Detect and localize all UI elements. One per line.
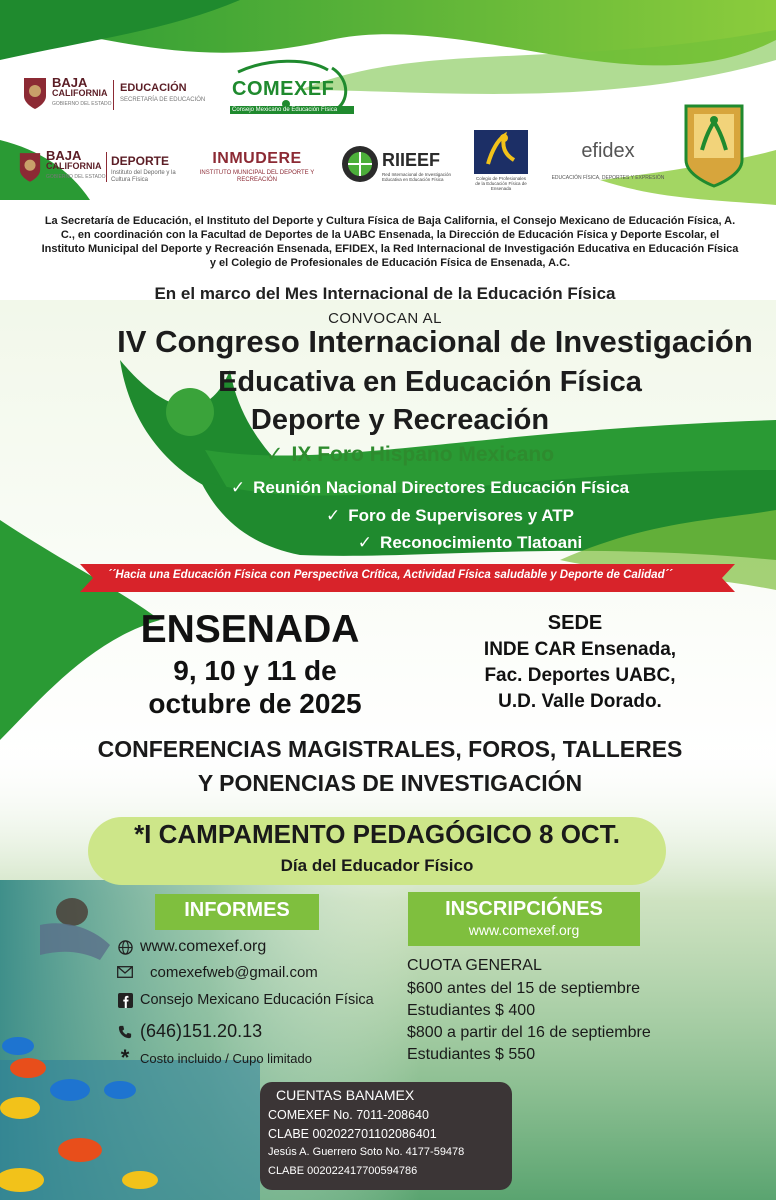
checklist-item [200,442,620,467]
facebook-link[interactable] [116,991,374,1009]
cuota-line: Estudiantes $ 400 [407,1002,536,1019]
cuota-line: $600 antes del 15 de septiembre [407,980,641,997]
inscripciones-label: INSCRIPCIÓNES [445,898,603,920]
costo-note-text: Costo incluido / Cupo limitado [140,1050,312,1066]
riieef-sub-text: Red Internacional de Investigación Educativa en Educación Física [382,172,452,182]
check-icon: ✓ [230,478,246,497]
baja-text: BAJA [46,148,82,163]
phone-icon [116,1023,134,1041]
baja-california-deporte-logo [18,150,105,183]
educacion-logo [120,82,205,103]
sede-line: INDE CAR Ensenada, [483,639,677,660]
gobierno-text: GOBIERNO DEL ESTADO [52,100,112,107]
check-icon: ✓ [357,533,373,552]
gobierno-text: GOBIERNO DEL ESTADO [46,174,106,180]
bank-line: CLABE 002022417700594786 [268,1165,418,1177]
comexef-text: COMEXEF [232,78,335,100]
baja-text: BAJA [52,74,88,90]
bank-line: COMEXEF No. 7011-208640 [268,1108,429,1122]
website-link[interactable] [116,938,266,956]
checklist-item-label: Reunión Nacional Directores Educación Física [253,478,630,497]
deporte-sub-text: Instituto del Deporte y la Cultura Física [111,170,176,183]
website-text: www.comexef.org [140,938,267,955]
comexef-logo [228,58,356,122]
checklist-item [280,506,620,526]
inmudere-text: INMUDERE [212,150,302,167]
deporte-text: DEPORTE [111,154,170,168]
event-date-line-2: octubre de 2025 [148,688,362,719]
inmudere-logo [192,150,322,184]
colegio-sub-text: Colegio de Profesionales de la Educación Física de Ensenada [475,176,527,191]
inmudere-sub-text: INSTITUTO MUNICIPAL DEL DEPORTE Y RECREACIÓN [199,170,315,183]
shield-icon [22,76,48,110]
cuota-title: CUOTA GENERAL [407,957,542,974]
inscripciones-website[interactable]: www.comexef.org [468,922,580,938]
congress-title-line-2: Educativa en Educación Física [218,366,642,398]
checklist-item-label: Reconocimiento Tlatoani [380,533,583,552]
sede-title: SEDE [547,612,603,634]
colegio-emblem-icon [474,130,528,174]
asterisk-icon: * [120,1045,130,1070]
campamento-title: *I CAMPAMENTO PEDAGÓGICO 8 OCT. [134,819,620,849]
email-link[interactable] [116,963,318,981]
marco-text: En el marco del Mes Internacional de la Educación Física [154,284,616,303]
efidex-sub-text: EDUCACIÓN FÍSICA, DEPORTES Y EXPRESIÓN [551,175,665,181]
city-title: ENSENADA [140,608,360,651]
baja-california-logo [22,76,111,110]
educacion-text: EDUCACIÓN [120,82,187,94]
conferences-line-1: CONFERENCIAS MAGISTRALES, FOROS, TALLERES [97,736,683,762]
facebook-icon [116,991,134,1009]
sede-line: U.D. Valle Dorado. [498,691,662,712]
bank-line: CLABE 002022701102086401 [268,1127,437,1141]
educacion-sub-text: SECRETARÍA DE EDUCACIÓN [120,97,206,103]
checklist-item [320,533,620,553]
colegio-logo [474,130,528,196]
checklist-item-label: IX Foro Hispano Mexicano [291,443,555,466]
event-date-line-1: 9, 10 y 11 de [173,655,337,686]
phone-link[interactable] [116,1021,262,1042]
email-text: comexefweb@gmail.com [150,963,318,981]
shield-icon [18,151,42,183]
logo-divider [106,152,107,182]
uabc-shield-icon [682,100,746,188]
california-text: CALIFORNIA [52,87,108,98]
facebook-text: Consejo Mexicano Educación Física [140,992,374,1008]
cuota-line: Estudiantes $ 550 [407,1046,536,1063]
california-text: CALIFORNIA [46,161,102,171]
efidex-text: efidex [581,140,635,162]
cuota-line: $800 a partir del 16 de septiembre [407,1024,651,1041]
logo-divider [113,80,114,110]
congress-title-line-1: IV Congreso Internacional de Investigación [117,324,753,359]
riieef-text: RIIEEF [382,150,441,170]
costo-note [116,1045,312,1070]
deporte-logo [111,154,183,184]
sede-line: Fac. Deportes UABC, [484,665,676,686]
slogan-ribbon: ´´Hacia una Educación Física con Perspectiva Crítica, Actividad Física saludable y Deporte de Calidad´´ [107,569,673,581]
check-icon: ✓ [325,506,341,525]
efidex-logo [548,140,668,181]
globe-icon [340,144,380,184]
intro-paragraph: La Secretaría de Educación, el Instituto del Deporte y Cultura Física de Baja California, el Consejo Mexicano de Educación Física, A. C., en coordinación con la Facultad de Deportes de la UABC Ensenada, la Dirección de Educación Física y Deporte Escolar, el Instituto Municipal del Deporte y Recreación Ensenada, EFIDEX, la Red Internacional de Investigación Educativa en Educación Física y el Colegio de Profesionales de Educación Física de Ensenada, A.C. [41,215,739,269]
campamento-subtitle: Día del Educador Físico [280,856,474,875]
bank-line: Jesús A. Guerrero Soto No. 4177-59478 [268,1146,465,1158]
informes-label: INFORMES [184,899,290,921]
checklist-item-label: Foro de Supervisores y ATP [348,506,575,525]
globe-icon [116,938,134,956]
conferences-line-2: Y PONENCIAS DE INVESTIGACIÓN [197,770,583,796]
comexef-sub-text: Consejo Mexicano de Educación Física [230,106,354,114]
mail-icon [116,963,134,981]
riieef-logo [340,144,462,192]
phone-text: (646)151.20.13 [140,1021,263,1041]
checklist-item [200,478,660,498]
bank-title: CUENTAS BANAMEX [276,1087,415,1103]
convocan-text: CONVOCAN AL [328,310,442,327]
congress-title-line-3: Deporte y Recreación [250,404,550,436]
check-icon: ✓ [265,443,284,466]
